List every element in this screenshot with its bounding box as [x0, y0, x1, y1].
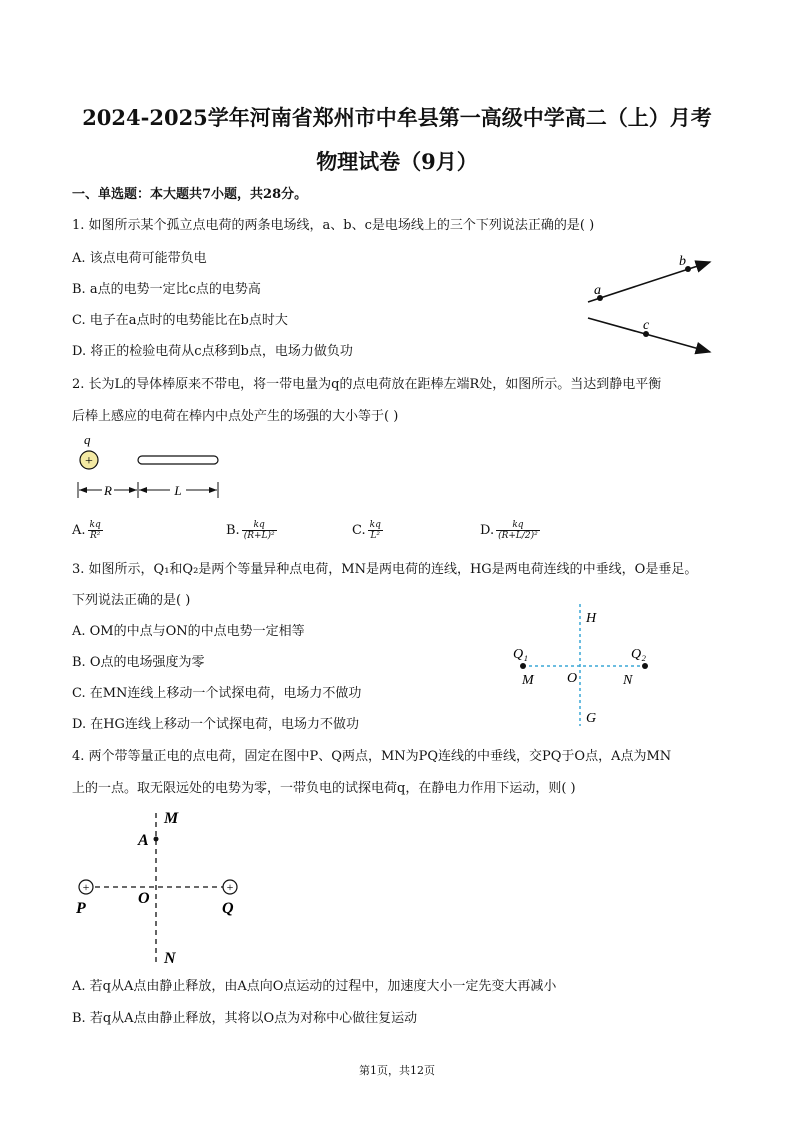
q3-label-n: N [623, 673, 633, 688]
q1-label-b: b [679, 254, 686, 269]
q3-charge-q1 [520, 663, 526, 669]
q4-plus-p: + [82, 880, 90, 894]
q4-point-a [154, 837, 159, 842]
q1-stem: 1. 如图所示某个孤立点电荷的两条电场线，a、b、c是电场线上的三个下列说法正确的是( ) [72, 218, 595, 233]
q1-field-line-upper [588, 262, 710, 302]
q3-option-d: D. 在HG连线上移动一个试探电荷，电场力不做功 [72, 717, 359, 732]
q3-label-g: G [586, 711, 597, 726]
q2-figure [72, 430, 232, 510]
q2-label-r: R [104, 483, 112, 498]
q4-option-a: A. 若q从A点由静止释放，由A点向O点运动的过程中，加速度大小一定先变大再减小 [72, 979, 557, 994]
q1-figure [580, 250, 720, 360]
q4-label-m: M [164, 810, 179, 827]
q1-option-a: A. 该点电荷可能带负电 [72, 251, 207, 266]
q3-label-o: O [567, 671, 578, 686]
q3-label-m: M [522, 673, 534, 688]
q1-label-a: a [594, 283, 601, 298]
q2-label-l: L [174, 483, 182, 498]
q4-stem-line2: 上的一点。取无限远处的电势为零，一带负电的试探电荷q，在静电力作用下运动，则( ) [72, 781, 576, 796]
q4-label-p: P [76, 900, 86, 917]
q2-stem-line1: 2. 长为L的导体棒原来不带电，将一带电量为q的点电荷放在距棒左端R处，如图所示。当达到静电平衡 [72, 377, 662, 392]
q4-stem-line1: 4. 两个带等量正电的点电荷，固定在图中P、Q两点，MN为PQ连线的中垂线，交PQ于O点，A点为MN [72, 749, 672, 764]
q2-option-c: C. $\frac{kq}{\text{L²}}$ [352, 520, 381, 541]
q2-option-d: D. $\frac{kq}{\text{(R+L/2)²}}$ [480, 520, 538, 541]
q3-option-c: C. 在MN连线上移动一个试探电荷，电场力不做功 [72, 686, 362, 701]
q4-figure [72, 805, 252, 970]
q3-label-q2: Q₂ [631, 647, 646, 662]
q4-label-n: N [164, 950, 176, 967]
q3-option-a: A. OM的中点与ON的中点电势一定相等 [72, 624, 305, 639]
q1-option-b: B. a点的电势一定比c点的电势高 [72, 282, 261, 297]
q2-label-q: q [84, 432, 91, 447]
page-title-line2: 物理试卷（9月） [316, 149, 478, 174]
q4-option-b: B. 若q从A点由静止释放，其将以O点为对称中心做往复运动 [72, 1011, 418, 1026]
q2-plus-sign: + [85, 454, 93, 469]
q1-label-c: c [643, 318, 650, 333]
q3-charge-q2 [642, 663, 648, 669]
q4-label-q: Q [222, 900, 234, 917]
q4-label-o: O [138, 890, 150, 907]
q2-conductor-rod [138, 456, 218, 464]
q1-option-c: C. 电子在a点时的电势能比在b点时大 [72, 313, 288, 328]
page-title-line1: 2024-2025学年河南省郑州市中牟县第一高级中学高二（上）月考 [82, 105, 712, 130]
q2-option-a: A. $\frac{kq}{\text{R²}}$ [72, 520, 101, 541]
section-heading: 一、单选题：本大题共7小题，共28分。 [72, 187, 308, 202]
q4-plus-q: + [226, 880, 234, 894]
q2-stem-line2: 后棒上感应的电荷在棒内中点处产生的场强的大小等于( ) [72, 409, 399, 424]
q3-label-h: H [586, 611, 597, 626]
q3-label-q1: Q₁ [513, 647, 528, 662]
q2-option-b: B. $\frac{kq}{\text{(R+L)²}}$ [226, 520, 275, 541]
q3-stem-line2: 下列说法正确的是( ) [72, 593, 191, 608]
page-footer: 第1页，共12页 [359, 1064, 435, 1077]
q3-option-b: B. O点的电场强度为零 [72, 655, 205, 670]
q3-figure [505, 600, 675, 730]
q3-stem-line1: 3. 如图所示，Q₁和Q₂是两个等量异种点电荷，MN是两电荷的连线，HG是两电荷连线的中垂线，O是垂足。 [72, 562, 698, 577]
q1-option-d: D. 将正的检验电荷从c点移到b点，电场力做负功 [72, 344, 353, 359]
q4-label-a: A [138, 832, 149, 849]
